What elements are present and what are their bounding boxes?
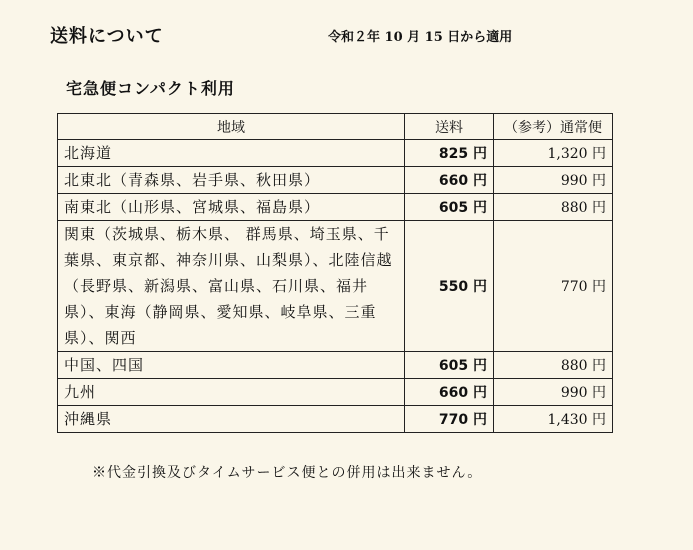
reference-cell: 990 円: [494, 379, 613, 406]
header-reference: （参考）通常便: [494, 114, 613, 140]
shipping-rate-table: [57, 113, 613, 433]
reference-cell: 1,430 円: [494, 406, 613, 433]
table-row: [58, 352, 613, 379]
table-header-row: [58, 114, 613, 140]
header-rate: 送料: [405, 114, 494, 140]
effective-date: 令和２年 10 月 15 日から適用: [328, 30, 513, 45]
reference-cell: 880 円: [494, 352, 613, 379]
table-row: [58, 194, 613, 221]
table-row: [58, 167, 613, 194]
rate-cell: 605 円: [405, 352, 494, 379]
table-row: [58, 406, 613, 433]
reference-cell: 990 円: [494, 167, 613, 194]
header-region: 地域: [58, 114, 405, 140]
rate-cell: 660 円: [405, 379, 494, 406]
region-cell: 九州: [58, 379, 405, 406]
footnote: ※代金引換及びタイムサービス便との併用は出来ません。: [92, 465, 483, 481]
rate-cell: 605 円: [405, 194, 494, 221]
rate-cell: 770 円: [405, 406, 494, 433]
table-row: [58, 140, 613, 167]
section-title: 宅急便コンパクト利用: [66, 79, 235, 98]
reference-cell: 1,320 円: [494, 140, 613, 167]
region-cell: 北東北（青森県、岩手県、秋田県）: [58, 167, 405, 194]
region-cell: 関東（茨城県、栃木県、 群馬県、埼玉県、千葉県、東京都、神奈川県、山梨県）、北陸信越（長野県、新潟県、富山県、石川県、福井県）、東海（静岡県、愛知県、岐阜県、三重県）、関西: [58, 221, 405, 352]
rate-cell: 660 円: [405, 167, 494, 194]
region-cell: 中国、四国: [58, 352, 405, 379]
table-row: [58, 379, 613, 406]
rate-cell: 825 円: [405, 140, 494, 167]
page-title: 送料について: [50, 26, 164, 47]
region-cell: 北海道: [58, 140, 405, 167]
table-row: [58, 221, 613, 352]
region-cell: 沖縄県: [58, 406, 405, 433]
reference-cell: 770 円: [494, 221, 613, 352]
reference-cell: 880 円: [494, 194, 613, 221]
rate-cell: 550 円: [405, 221, 494, 352]
region-cell: 南東北（山形県、宮城県、福島県）: [58, 194, 405, 221]
